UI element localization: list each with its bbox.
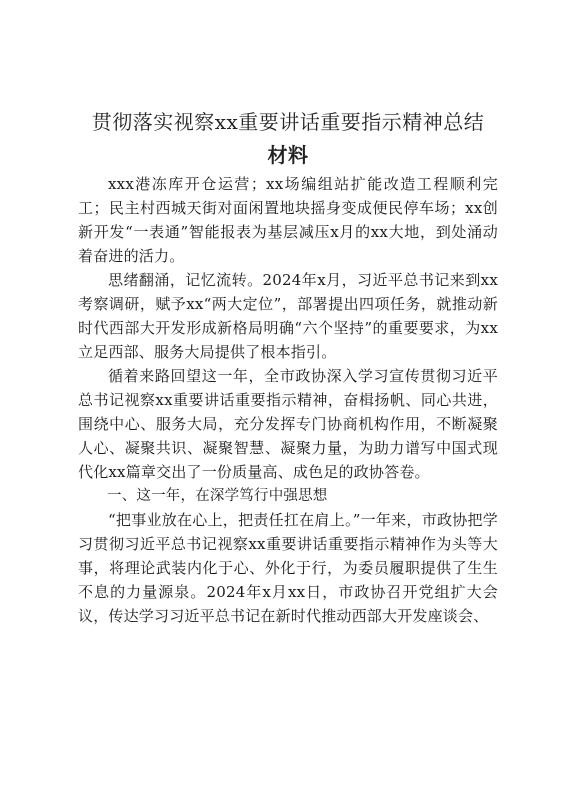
section-paragraph: “把事业放在心上，把责任扛在肩上。”一年来，市政协把学习贯彻习近平总书记视察xx重要讲话重要指示精神作为头等大事，将理论武装内化于心、外化于行，为委员履职提供了生生不息的力量源泉。2024年x月xx日，市政协召开党组扩大会议，传达学习习近平总书记在新时代推动西部大开发座谈会、 xyxy=(78,511,498,625)
document-body xyxy=(78,172,498,628)
section-heading: 一、这一年，在深学笃行中强思想 xyxy=(107,488,328,504)
paragraph-2: 思绪翻涌，记忆流转。2024年x月，习近平总书记来到xx考察调研，赋予xx“两大定位”，部署提出四项任务，就推动新时代西部大开发形成新格局明确“六个坚持”的重要要求，为xx立足西部、服务大局提供了根本指引。 xyxy=(78,271,498,361)
paragraph-1: xxx港冻库开仓运营；xx场编组站扩能改造工程顺利完工；民主村西城天街对面闲置地块摇身变成便民停车场；xx创新开发“一表通”智能报表为基层减压x月的xx大地，到处涌动着奋进的活力。 xyxy=(78,175,498,265)
document-title-line-1: 贯彻落实视察xx重要讲话重要指示精神总结 xyxy=(91,110,485,134)
paragraph-3: 循着来路回望这一年，全市政协深入学习宣传贯彻习近平总书记视察xx重要讲话重要指示精神，奋楫扬帆、同心共进，围绕中心、服务大局，充分发挥专门协商机构作用，不断凝聚人心、凝聚共识、凝聚智慧、凝聚力量，为助力谱写中国式现代化xx篇章交出了一份质量高、成色足的政协答卷。 xyxy=(78,367,498,481)
document-title-line-2: 材料 xyxy=(267,143,309,167)
